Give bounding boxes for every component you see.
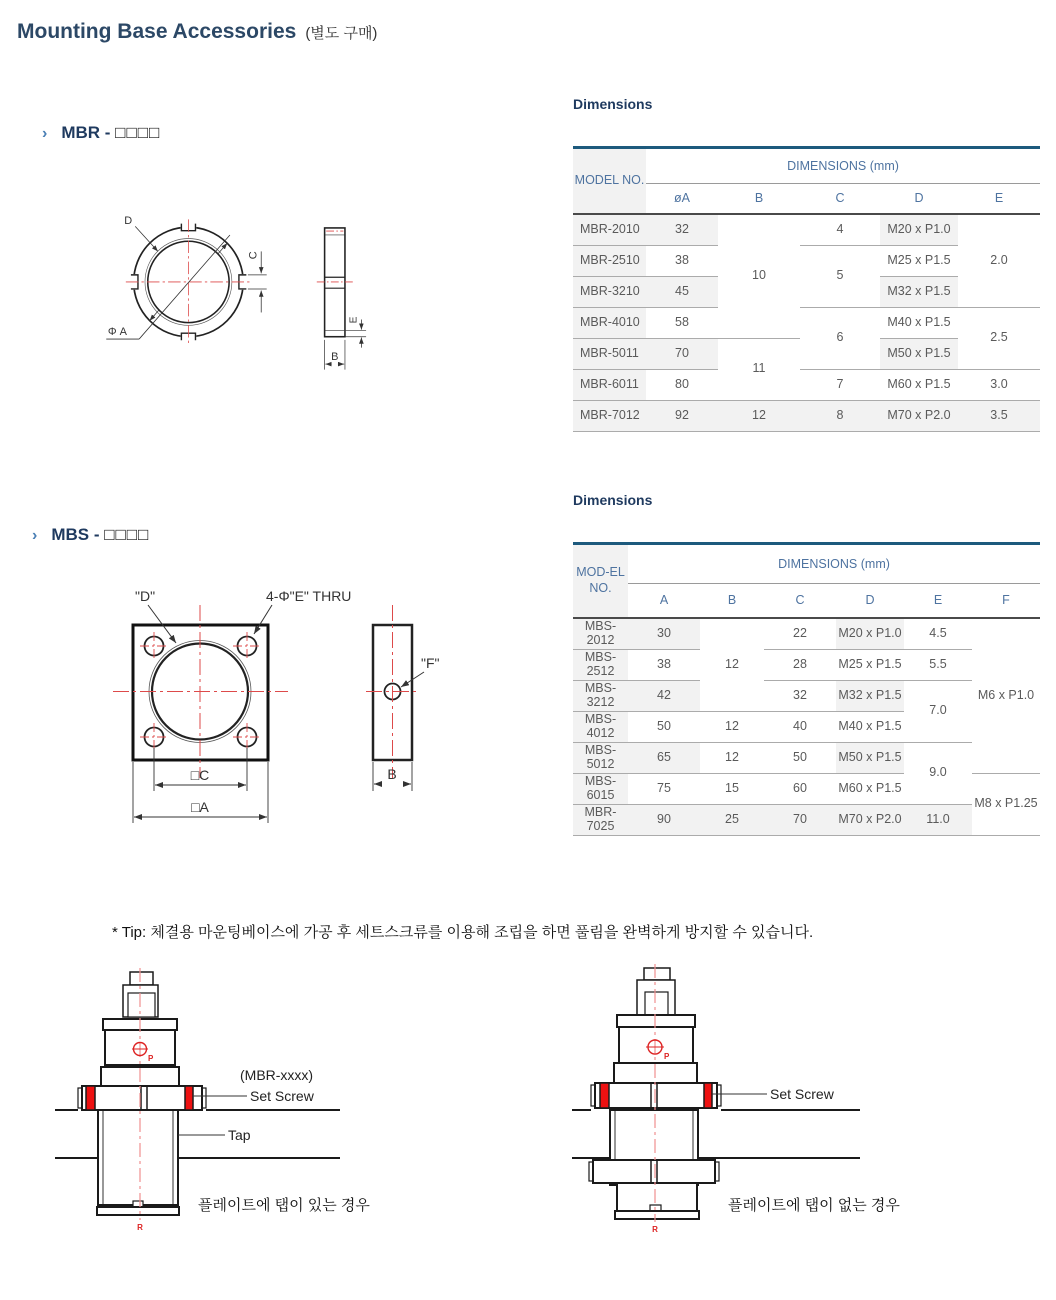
model-cell: MBR-2510 bbox=[573, 245, 646, 276]
mbr-heading-boxes: □□□□ bbox=[115, 123, 161, 142]
mbr-heading-text: MBR - bbox=[61, 123, 111, 142]
model-cell: MBR-7012 bbox=[573, 400, 646, 431]
caption-without-tap: 플레이트에 탭이 없는 경우 bbox=[728, 1197, 900, 1214]
dim-cell: 2.5 bbox=[958, 307, 1040, 369]
dim-cell: 50 bbox=[764, 742, 836, 773]
dim-cell: M20 x P1.0 bbox=[880, 214, 958, 246]
model-cell: MBR-6011 bbox=[573, 369, 646, 400]
mbr-section-heading bbox=[42, 123, 160, 143]
column-header: D bbox=[836, 584, 904, 618]
dim-cell: M70 x P2.0 bbox=[836, 804, 904, 835]
dim-cell: 90 bbox=[628, 804, 700, 835]
dim-cell: 65 bbox=[628, 742, 700, 773]
dim-cell: 70 bbox=[764, 804, 836, 835]
label-tap: Tap bbox=[228, 1127, 251, 1143]
page-title-row bbox=[17, 20, 377, 44]
dim-cell: 8 bbox=[800, 400, 880, 431]
dim-cell: 5.5 bbox=[904, 649, 972, 680]
dimensions-mm-header: DIMENSIONS (mm) bbox=[628, 544, 1040, 584]
label-d: "D" bbox=[135, 588, 156, 604]
label-sq-c: □C bbox=[190, 767, 210, 783]
label-r: R bbox=[137, 1223, 143, 1232]
dim-cell: 50 bbox=[628, 711, 700, 742]
label-r: R bbox=[652, 1225, 658, 1234]
dim-cell: 2.0 bbox=[958, 214, 1040, 308]
dim-cell: 45 bbox=[646, 276, 718, 307]
dim-cell: 7.0 bbox=[904, 680, 972, 742]
caption-with-tap: 플레이트에 탭이 있는 경우 bbox=[198, 1197, 370, 1214]
dim-cell: 40 bbox=[764, 711, 836, 742]
dim-cell: 15 bbox=[700, 773, 764, 804]
mbs-heading-text: MBS - bbox=[51, 525, 100, 544]
dim-cell: M32 x P1.5 bbox=[880, 276, 958, 307]
dim-cell: 3.5 bbox=[958, 400, 1040, 431]
model-cell: MBR-5011 bbox=[573, 338, 646, 369]
mbs-dimensions-label: Dimensions bbox=[573, 492, 653, 508]
page-title-suffix: (별도 구매) bbox=[305, 25, 378, 42]
dim-cell: 32 bbox=[764, 680, 836, 711]
mbs-dimensions-table bbox=[573, 542, 1040, 836]
assembly-diagram-without-tap bbox=[540, 958, 1010, 1258]
column-header: D bbox=[880, 184, 958, 214]
dim-cell: 12 bbox=[700, 711, 764, 742]
dim-cell: 6 bbox=[800, 307, 880, 369]
dim-cell: 9.0 bbox=[904, 742, 972, 804]
label-p: P bbox=[148, 1054, 154, 1063]
dim-cell: 22 bbox=[764, 618, 836, 650]
mbr-technical-drawing bbox=[100, 185, 460, 400]
label-set-screw: Set Screw bbox=[770, 1086, 834, 1102]
column-header: A bbox=[628, 584, 700, 618]
dim-cell: 11.0 bbox=[904, 804, 972, 835]
dim-cell: M25 x P1.5 bbox=[880, 245, 958, 276]
column-header: B bbox=[700, 584, 764, 618]
model-cell: MBR-3210 bbox=[573, 276, 646, 307]
tip-text: * Tip: 체결용 마운팅베이스에 가공 후 세트스크류를 이용해 조립을 하면 풀림을 완벽하게 방지할 수 있습니다. bbox=[112, 924, 814, 941]
chevron-icon: › bbox=[42, 125, 48, 142]
dim-cell: M40 x P1.5 bbox=[880, 307, 958, 338]
dim-cell: M50 x P1.5 bbox=[880, 338, 958, 369]
label-set-screw: Set Screw bbox=[250, 1088, 314, 1104]
dim-cell: 60 bbox=[764, 773, 836, 804]
assembly-diagram-with-tap bbox=[55, 958, 505, 1258]
mbr-dimensions-label: Dimensions bbox=[573, 96, 653, 112]
dim-cell: 38 bbox=[646, 245, 718, 276]
model-no-header: MOD-EL NO. bbox=[573, 544, 628, 618]
dim-cell: M6 x P1.0 bbox=[972, 618, 1040, 774]
model-cell: MBS-3212 bbox=[573, 680, 628, 711]
mbr-side-view bbox=[325, 228, 345, 337]
column-header: F bbox=[972, 584, 1040, 618]
dim-cell: 70 bbox=[646, 338, 718, 369]
dim-cell: 12 bbox=[718, 400, 800, 431]
dim-cell: 5 bbox=[800, 245, 880, 307]
dim-cell: M25 x P1.5 bbox=[836, 649, 904, 680]
label-d: D bbox=[124, 215, 133, 228]
model-cell: MBR-2010 bbox=[573, 214, 646, 246]
model-cell: MBR-7025 bbox=[573, 804, 628, 835]
dim-cell: 32 bbox=[646, 214, 718, 246]
dim-cell: M60 x P1.5 bbox=[880, 369, 958, 400]
mbs-heading-boxes: □□□□ bbox=[104, 525, 150, 544]
dim-cell: 10 bbox=[718, 214, 800, 339]
dim-cell: 3.0 bbox=[958, 369, 1040, 400]
dim-cell: 80 bbox=[646, 369, 718, 400]
model-cell: MBR-4010 bbox=[573, 307, 646, 338]
label-b: B bbox=[331, 351, 339, 364]
mbs-technical-drawing bbox=[110, 580, 450, 830]
dim-cell: M40 x P1.5 bbox=[836, 711, 904, 742]
dim-cell: 7 bbox=[800, 369, 880, 400]
label-f: "F" bbox=[421, 655, 440, 671]
label-phi-a: Φ A bbox=[107, 326, 127, 339]
dim-cell: 30 bbox=[628, 618, 700, 650]
label-c: C bbox=[247, 251, 260, 260]
dim-cell: M20 x P1.0 bbox=[836, 618, 904, 650]
column-header: C bbox=[800, 184, 880, 214]
label-p: P bbox=[664, 1052, 670, 1061]
column-header: øA bbox=[646, 184, 718, 214]
mbs-section-heading bbox=[32, 525, 149, 545]
column-header: C bbox=[764, 584, 836, 618]
model-cell: MBS-2512 bbox=[573, 649, 628, 680]
dimensions-mm-header: DIMENSIONS (mm) bbox=[646, 148, 1040, 184]
label-e-thru: 4-Φ"E" THRU bbox=[266, 588, 352, 604]
chevron-icon: › bbox=[32, 527, 38, 544]
label-model-ref: (MBR-xxxx) bbox=[240, 1067, 314, 1083]
label-e: E bbox=[348, 316, 360, 324]
column-header: B bbox=[718, 184, 800, 214]
dim-cell: 92 bbox=[646, 400, 718, 431]
model-cell: MBS-6015 bbox=[573, 773, 628, 804]
page-title: Mounting Base Accessories bbox=[17, 20, 297, 43]
dim-cell: M70 x P2.0 bbox=[880, 400, 958, 431]
mbr-dimensions-table bbox=[573, 146, 1040, 432]
dim-cell: 4.5 bbox=[904, 618, 972, 650]
label-b: B bbox=[387, 766, 397, 782]
column-header: E bbox=[904, 584, 972, 618]
dim-cell: 38 bbox=[628, 649, 700, 680]
model-cell: MBS-5012 bbox=[573, 742, 628, 773]
model-cell: MBS-2012 bbox=[573, 618, 628, 650]
dim-cell: M50 x P1.5 bbox=[836, 742, 904, 773]
dim-cell: 42 bbox=[628, 680, 700, 711]
dim-cell: M60 x P1.5 bbox=[836, 773, 904, 804]
dim-cell: 4 bbox=[800, 214, 880, 246]
column-header: E bbox=[958, 184, 1040, 214]
model-no-header: MODEL NO. bbox=[573, 148, 646, 214]
dim-cell: 12 bbox=[700, 618, 764, 712]
label-sq-a: □A bbox=[191, 799, 209, 815]
dim-cell: M8 x P1.25 bbox=[972, 773, 1040, 835]
dim-cell: 75 bbox=[628, 773, 700, 804]
model-cell: MBS-4012 bbox=[573, 711, 628, 742]
dim-cell: M32 x P1.5 bbox=[836, 680, 904, 711]
dim-cell: 11 bbox=[718, 338, 800, 400]
dim-cell: 58 bbox=[646, 307, 718, 338]
dim-cell: 12 bbox=[700, 742, 764, 773]
dim-cell: 25 bbox=[700, 804, 764, 835]
dim-cell: 28 bbox=[764, 649, 836, 680]
